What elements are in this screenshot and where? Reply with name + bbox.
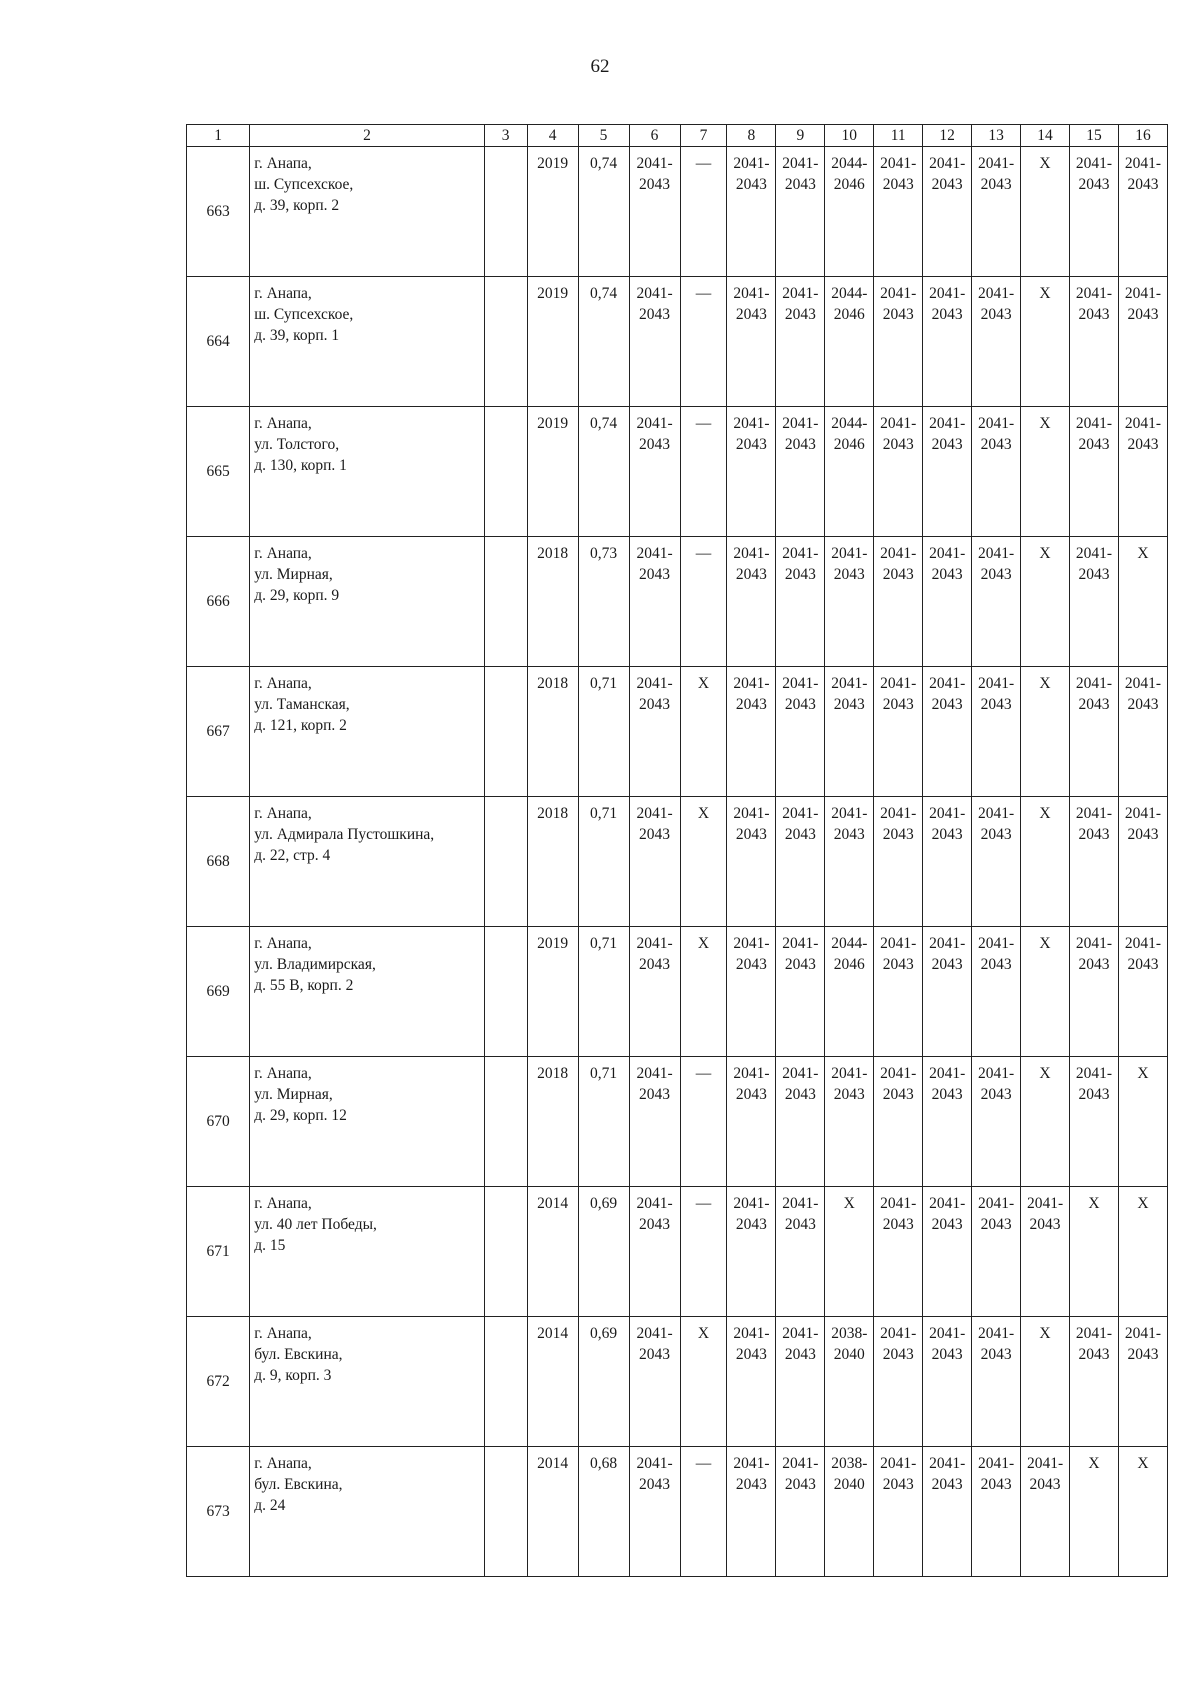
year-cell: 2014 [527,1187,578,1317]
c9-cell: 2041-2043 [776,407,825,537]
c8-cell: 2041-2043 [727,1057,776,1187]
year-cell: 2018 [527,537,578,667]
c11-cell: 2041-2043 [874,797,923,927]
table-row [187,927,1168,1057]
col-header-16: 16 [1118,125,1167,147]
address-line: г. Анапа, [254,1325,312,1342]
c14-cell: X [1021,537,1070,667]
c7-cell: — [680,1447,727,1577]
c7-cell: — [680,147,727,277]
col-header-6: 6 [629,125,680,147]
c14-cell: X [1021,147,1070,277]
col-header-13: 13 [972,125,1021,147]
c16-cell: X [1118,1447,1167,1577]
address-line: г. Анапа, [254,155,312,172]
c8-cell: 2041-2043 [727,407,776,537]
c14-cell: 2041-2043 [1021,1187,1070,1317]
index-cell: 0,68 [578,1447,629,1577]
c13-cell: 2041-2043 [972,667,1021,797]
address-line: ул. 40 лет Победы, [254,1216,377,1233]
c13-cell: 2041-2043 [972,537,1021,667]
c8-cell: 2041-2043 [727,537,776,667]
c9-cell: 2041-2043 [776,1317,825,1447]
c10-cell: 2044-2046 [825,407,874,537]
c14-cell: X [1021,1317,1070,1447]
c15-cell: 2041-2043 [1070,147,1119,277]
col-header-3: 3 [484,125,527,147]
address-line: д. 22, стр. 4 [254,847,331,864]
address-cell [250,1057,485,1187]
address-line: бул. Евскина, [254,1346,343,1363]
c8-cell: 2041-2043 [727,147,776,277]
c9-cell: 2041-2043 [776,277,825,407]
col-header-9: 9 [776,125,825,147]
c8-cell: 2041-2043 [727,1317,776,1447]
c10-cell: 2038-2040 [825,1317,874,1447]
c16-cell: 2041-2043 [1118,667,1167,797]
c13-cell: 2041-2043 [972,1317,1021,1447]
row-number-cell: 665 [187,407,250,537]
c8-cell: 2041-2043 [727,277,776,407]
c12-cell: 2041-2043 [923,147,972,277]
col3-cell [484,277,527,407]
c13-cell: 2041-2043 [972,1187,1021,1317]
address-line: г. Анапа, [254,935,312,952]
address-cell [250,1187,485,1317]
index-cell: 0,74 [578,277,629,407]
page-number: 62 [590,56,610,77]
c13-cell: 2041-2043 [972,797,1021,927]
row-number-cell: 670 [187,1057,250,1187]
address-line: г. Анапа, [254,545,312,562]
col3-cell [484,1447,527,1577]
address-line: д. 55 В, корп. 2 [254,977,354,994]
c6-cell: 2041-2043 [629,1057,680,1187]
index-cell: 0,71 [578,927,629,1057]
year-cell: 2019 [527,927,578,1057]
address-line: д. 29, корп. 12 [254,1107,347,1124]
c8-cell: 2041-2043 [727,797,776,927]
c9-cell: 2041-2043 [776,537,825,667]
c10-cell: 2041-2043 [825,537,874,667]
c12-cell: 2041-2043 [923,1057,972,1187]
c15-cell: 2041-2043 [1070,1057,1119,1187]
c11-cell: 2041-2043 [874,1447,923,1577]
address-cell [250,407,485,537]
year-cell: 2018 [527,797,578,927]
c10-cell: X [825,1187,874,1317]
c12-cell: 2041-2043 [923,1447,972,1577]
address-line: ул. Владимирская, [254,956,376,973]
index-cell: 0,69 [578,1317,629,1447]
c6-cell: 2041-2043 [629,277,680,407]
c12-cell: 2041-2043 [923,667,972,797]
c6-cell: 2041-2043 [629,1187,680,1317]
address-line: г. Анапа, [254,1195,312,1212]
col-header-7: 7 [680,125,727,147]
c15-cell: 2041-2043 [1070,407,1119,537]
c16-cell: 2041-2043 [1118,797,1167,927]
c11-cell: 2041-2043 [874,277,923,407]
c9-cell: 2041-2043 [776,147,825,277]
c15-cell: 2041-2043 [1070,537,1119,667]
table-row [187,1187,1168,1317]
c7-cell: X [680,927,727,1057]
c14-cell: X [1021,927,1070,1057]
c7-cell: — [680,277,727,407]
address-line: бул. Евскина, [254,1476,343,1493]
c9-cell: 2041-2043 [776,927,825,1057]
c6-cell: 2041-2043 [629,1447,680,1577]
c16-cell: X [1118,1057,1167,1187]
address-line: ул. Адмирала Пустошкина, [254,826,435,843]
address-cell [250,1317,485,1447]
col3-cell [484,927,527,1057]
col3-cell [484,1187,527,1317]
table-row [187,407,1168,537]
index-cell: 0,71 [578,1057,629,1187]
row-number-cell: 672 [187,1317,250,1447]
c15-cell: 2041-2043 [1070,277,1119,407]
c12-cell: 2041-2043 [923,407,972,537]
c7-cell: X [680,797,727,927]
index-cell: 0,71 [578,667,629,797]
address-line: г. Анапа, [254,285,312,302]
c7-cell: — [680,1057,727,1187]
c7-cell: — [680,407,727,537]
c10-cell: 2041-2043 [825,797,874,927]
c8-cell: 2041-2043 [727,927,776,1057]
address-line: ш. Супсехское, [254,176,354,193]
table-row [187,1057,1168,1187]
index-cell: 0,69 [578,1187,629,1317]
table-row [187,1447,1168,1577]
address-line: г. Анапа, [254,805,312,822]
c16-cell: 2041-2043 [1118,927,1167,1057]
c12-cell: 2041-2043 [923,797,972,927]
c12-cell: 2041-2043 [923,537,972,667]
c15-cell: X [1070,1187,1119,1317]
col-header-14: 14 [1021,125,1070,147]
address-line: д. 39, корп. 1 [254,327,340,344]
col-header-11: 11 [874,125,923,147]
col-header-4: 4 [527,125,578,147]
c14-cell: 2041-2043 [1021,1447,1070,1577]
c16-cell: 2041-2043 [1118,1317,1167,1447]
c13-cell: 2041-2043 [972,1447,1021,1577]
c13-cell: 2041-2043 [972,407,1021,537]
register-table [186,124,1168,1577]
row-number-cell: 671 [187,1187,250,1317]
c12-cell: 2041-2043 [923,1317,972,1447]
address-line: ул. Мирная, [254,1086,333,1103]
c7-cell: X [680,667,727,797]
row-number-cell: 673 [187,1447,250,1577]
c11-cell: 2041-2043 [874,927,923,1057]
address-line: д. 121, корп. 2 [254,717,347,734]
c16-cell: 2041-2043 [1118,147,1167,277]
year-cell: 2018 [527,667,578,797]
row-number-cell: 668 [187,797,250,927]
c16-cell: X [1118,1187,1167,1317]
index-cell: 0,71 [578,797,629,927]
table-row [187,797,1168,927]
address-line: г. Анапа, [254,415,312,432]
table-row [187,667,1168,797]
col3-cell [484,667,527,797]
address-line: г. Анапа, [254,1065,312,1082]
c14-cell: X [1021,277,1070,407]
c13-cell: 2041-2043 [972,147,1021,277]
col-header-1: 1 [187,125,250,147]
address-cell [250,927,485,1057]
table-body [187,147,1168,1577]
c13-cell: 2041-2043 [972,277,1021,407]
address-line: ул. Таманская, [254,696,350,713]
c15-cell: 2041-2043 [1070,927,1119,1057]
col3-cell [484,537,527,667]
c7-cell: — [680,537,727,667]
c9-cell: 2041-2043 [776,797,825,927]
row-number-cell: 666 [187,537,250,667]
col-header-8: 8 [727,125,776,147]
c15-cell: 2041-2043 [1070,797,1119,927]
year-cell: 2014 [527,1317,578,1447]
col3-cell [484,407,527,537]
address-cell [250,797,485,927]
col-header-10: 10 [825,125,874,147]
col-header-15: 15 [1070,125,1119,147]
address-line: ул. Толстого, [254,436,340,453]
c10-cell: 2041-2043 [825,667,874,797]
address-line: ул. Мирная, [254,566,333,583]
c7-cell: — [680,1187,727,1317]
table-row [187,147,1168,277]
col3-cell [484,1057,527,1187]
c9-cell: 2041-2043 [776,1447,825,1577]
row-number-cell: 667 [187,667,250,797]
c14-cell: X [1021,407,1070,537]
c14-cell: X [1021,797,1070,927]
address-line: д. 24 [254,1497,286,1514]
c6-cell: 2041-2043 [629,1317,680,1447]
c13-cell: 2041-2043 [972,1057,1021,1187]
column-number-row [187,125,1168,147]
c11-cell: 2041-2043 [874,147,923,277]
col3-cell [484,797,527,927]
c9-cell: 2041-2043 [776,1187,825,1317]
col-header-12: 12 [923,125,972,147]
c6-cell: 2041-2043 [629,147,680,277]
c6-cell: 2041-2043 [629,537,680,667]
address-line: г. Анапа, [254,675,312,692]
index-cell: 0,73 [578,537,629,667]
year-cell: 2018 [527,1057,578,1187]
c15-cell: 2041-2043 [1070,1317,1119,1447]
c8-cell: 2041-2043 [727,1187,776,1317]
c14-cell: X [1021,667,1070,797]
c12-cell: 2041-2043 [923,1187,972,1317]
c13-cell: 2041-2043 [972,927,1021,1057]
address-cell [250,667,485,797]
c6-cell: 2041-2043 [629,927,680,1057]
c16-cell: 2041-2043 [1118,277,1167,407]
table-row [187,1317,1168,1447]
address-line: д. 15 [254,1237,286,1254]
c6-cell: 2041-2043 [629,797,680,927]
c12-cell: 2041-2043 [923,927,972,1057]
address-cell [250,277,485,407]
row-number-cell: 664 [187,277,250,407]
address-line: д. 39, корп. 2 [254,197,340,214]
c11-cell: 2041-2043 [874,537,923,667]
c8-cell: 2041-2043 [727,667,776,797]
index-cell: 0,74 [578,407,629,537]
year-cell: 2019 [527,147,578,277]
c14-cell: X [1021,1057,1070,1187]
row-number-cell: 663 [187,147,250,277]
c11-cell: 2041-2043 [874,667,923,797]
year-cell: 2019 [527,407,578,537]
c6-cell: 2041-2043 [629,667,680,797]
address-line: д. 29, корп. 9 [254,587,340,604]
c11-cell: 2041-2043 [874,1317,923,1447]
col-header-2: 2 [250,125,485,147]
table-row [187,537,1168,667]
address-line: ш. Супсехское, [254,306,354,323]
c10-cell: 2038-2040 [825,1447,874,1577]
c15-cell: 2041-2043 [1070,667,1119,797]
address-cell [250,537,485,667]
c12-cell: 2041-2043 [923,277,972,407]
address-cell [250,147,485,277]
c10-cell: 2044-2046 [825,147,874,277]
c16-cell: 2041-2043 [1118,407,1167,537]
c9-cell: 2041-2043 [776,667,825,797]
address-line: д. 9, корп. 3 [254,1367,332,1384]
address-line: г. Анапа, [254,1455,312,1472]
c9-cell: 2041-2043 [776,1057,825,1187]
c11-cell: 2041-2043 [874,1057,923,1187]
table-row [187,277,1168,407]
c11-cell: 2041-2043 [874,1187,923,1317]
year-cell: 2019 [527,277,578,407]
c10-cell: 2044-2046 [825,277,874,407]
c8-cell: 2041-2043 [727,1447,776,1577]
index-cell: 0,74 [578,147,629,277]
c11-cell: 2041-2043 [874,407,923,537]
row-number-cell: 669 [187,927,250,1057]
c16-cell: X [1118,537,1167,667]
address-line: д. 130, корп. 1 [254,457,347,474]
col3-cell [484,1317,527,1447]
c15-cell: X [1070,1447,1119,1577]
address-cell [250,1447,485,1577]
c10-cell: 2044-2046 [825,927,874,1057]
col3-cell [484,147,527,277]
year-cell: 2014 [527,1447,578,1577]
c6-cell: 2041-2043 [629,407,680,537]
col-header-5: 5 [578,125,629,147]
c10-cell: 2041-2043 [825,1057,874,1187]
c7-cell: X [680,1317,727,1447]
